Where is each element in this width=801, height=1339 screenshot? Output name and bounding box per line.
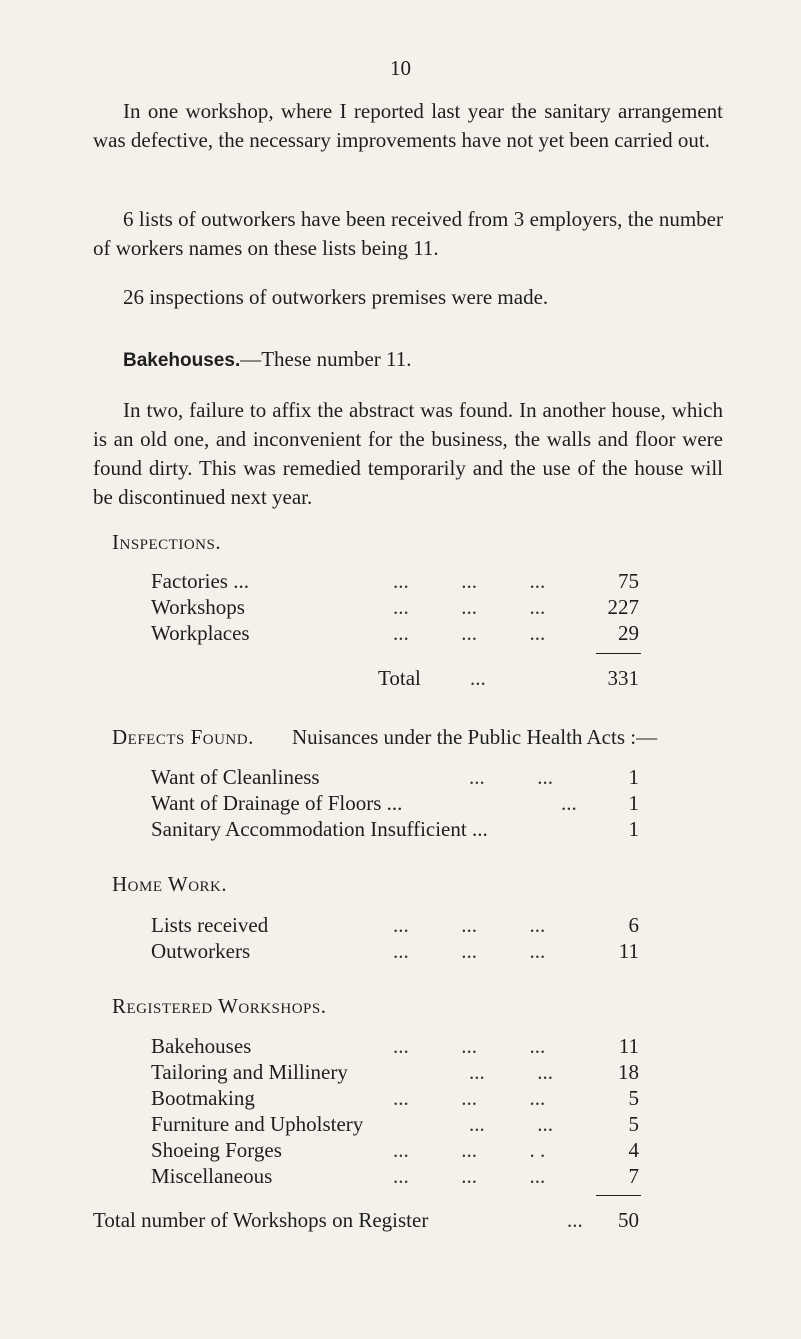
paragraph-bakehouse-defects: In two, failure to affix the abstract was found. In another house, which is an old one, and inconvenient for the business, the walls and floor were found dirty. This was remedied temporarily and the use of the house will be discontinued next year. [93,398,723,509]
home-work-row [151,912,639,938]
leader-dots: ... ... ... [393,1034,546,1058]
bakehouses-heading: Bakehouses. [123,350,241,371]
row-value: 6 [628,913,639,937]
row-value: 18 [618,1060,639,1084]
paragraph-outworker-lists: 6 lists of outworkers have been received from 3 employers, the number of workers names on these lists being 11. [93,207,723,260]
inspections-heading: Inspections. [112,530,222,554]
row-label: Sanitary Accommodation Insufficient ... [151,817,488,841]
paragraph-inspections-made: 26 inspections of outworkers premises were made. [123,285,549,309]
row-value: 75 [618,569,639,593]
row-label: Lists received [151,913,269,937]
registered-workshops-heading: Registered Workshops. [112,994,327,1018]
leader-dots: ... ... ... [393,913,546,937]
registered-row [151,1033,639,1059]
row-label: Tailoring and Millinery [151,1060,348,1084]
registered-row [151,1137,639,1163]
paragraph-bakehouses [93,345,723,375]
total-value: 50 [618,1208,639,1232]
leader-dots: ... ... [469,1112,553,1136]
defects-heading-row [112,724,712,750]
defects-row [151,816,639,842]
leader-dots: ... ... [469,765,553,789]
row-label: Workshops [151,595,245,619]
bakehouses-count-text: —These number 11. [240,347,412,371]
row-label: Shoeing Forges [151,1138,282,1162]
registered-row [151,1111,639,1137]
inspections-row [151,568,639,594]
total-rule [596,1195,641,1196]
registered-total-row [93,1207,639,1233]
total-rule [596,653,641,654]
inspections-row [151,620,639,646]
defects-row [151,764,639,790]
leader-dots: ... ... [469,1060,553,1084]
home-work-row [151,938,639,964]
row-value: 1 [628,765,639,789]
leader-dots: ... ... ... [393,569,546,593]
row-label: Outworkers [151,939,251,963]
home-work-heading: Home Work. [112,872,228,896]
total-label: Total [378,666,421,690]
row-label: Want of Cleanliness [151,765,320,789]
defects-heading: Defects Found. [112,725,254,749]
inspections-total-row [151,665,639,691]
registered-row [151,1163,639,1189]
row-value: 1 [628,817,639,841]
page-number: 10 [390,56,411,80]
leader-dots: ... [470,666,486,690]
row-label: Want of Drainage of Floors ... [151,791,403,815]
leader-dots: ... ... ... [393,1086,546,1110]
row-value: 11 [618,1034,639,1058]
row-value: 227 [607,595,639,619]
row-value: 1 [628,791,639,815]
total-value: 331 [607,666,639,690]
leader-dots: ... ... ... [393,621,546,645]
defects-row [151,790,639,816]
leader-dots: ... ... ... [393,1164,546,1188]
row-value: 29 [618,621,639,645]
row-value: 7 [628,1164,639,1188]
row-label: Miscellaneous [151,1164,273,1188]
leader-dots: ... ... ... [393,939,546,963]
leader-dots: ... [567,1208,583,1232]
row-label: Bootmaking [151,1086,255,1110]
inspections-row [151,594,639,620]
row-value: 4 [628,1138,639,1162]
leader-dots: ... ... ... [393,595,546,619]
leader-dots: ... [561,791,577,815]
row-label: Furniture and Upholstery [151,1112,364,1136]
row-label: Bakehouses [151,1034,252,1058]
row-label: Workplaces [151,621,250,645]
leader-dots: ... ... . . [393,1138,546,1162]
row-label: Factories ... [151,569,249,593]
row-value: 5 [628,1112,639,1136]
row-value: 11 [618,939,639,963]
row-value: 5 [628,1086,639,1110]
paragraph-sanitary: In one workshop, where I reported last year the sanitary arrangement was defective, the necessary improvements have not yet been carried out. [93,99,723,152]
registered-row [151,1059,639,1085]
registered-row [151,1085,639,1111]
defects-subtitle: Nuisances under the Public Health Acts :— [292,725,658,749]
total-label: Total number of Workshops on Register [93,1208,429,1232]
